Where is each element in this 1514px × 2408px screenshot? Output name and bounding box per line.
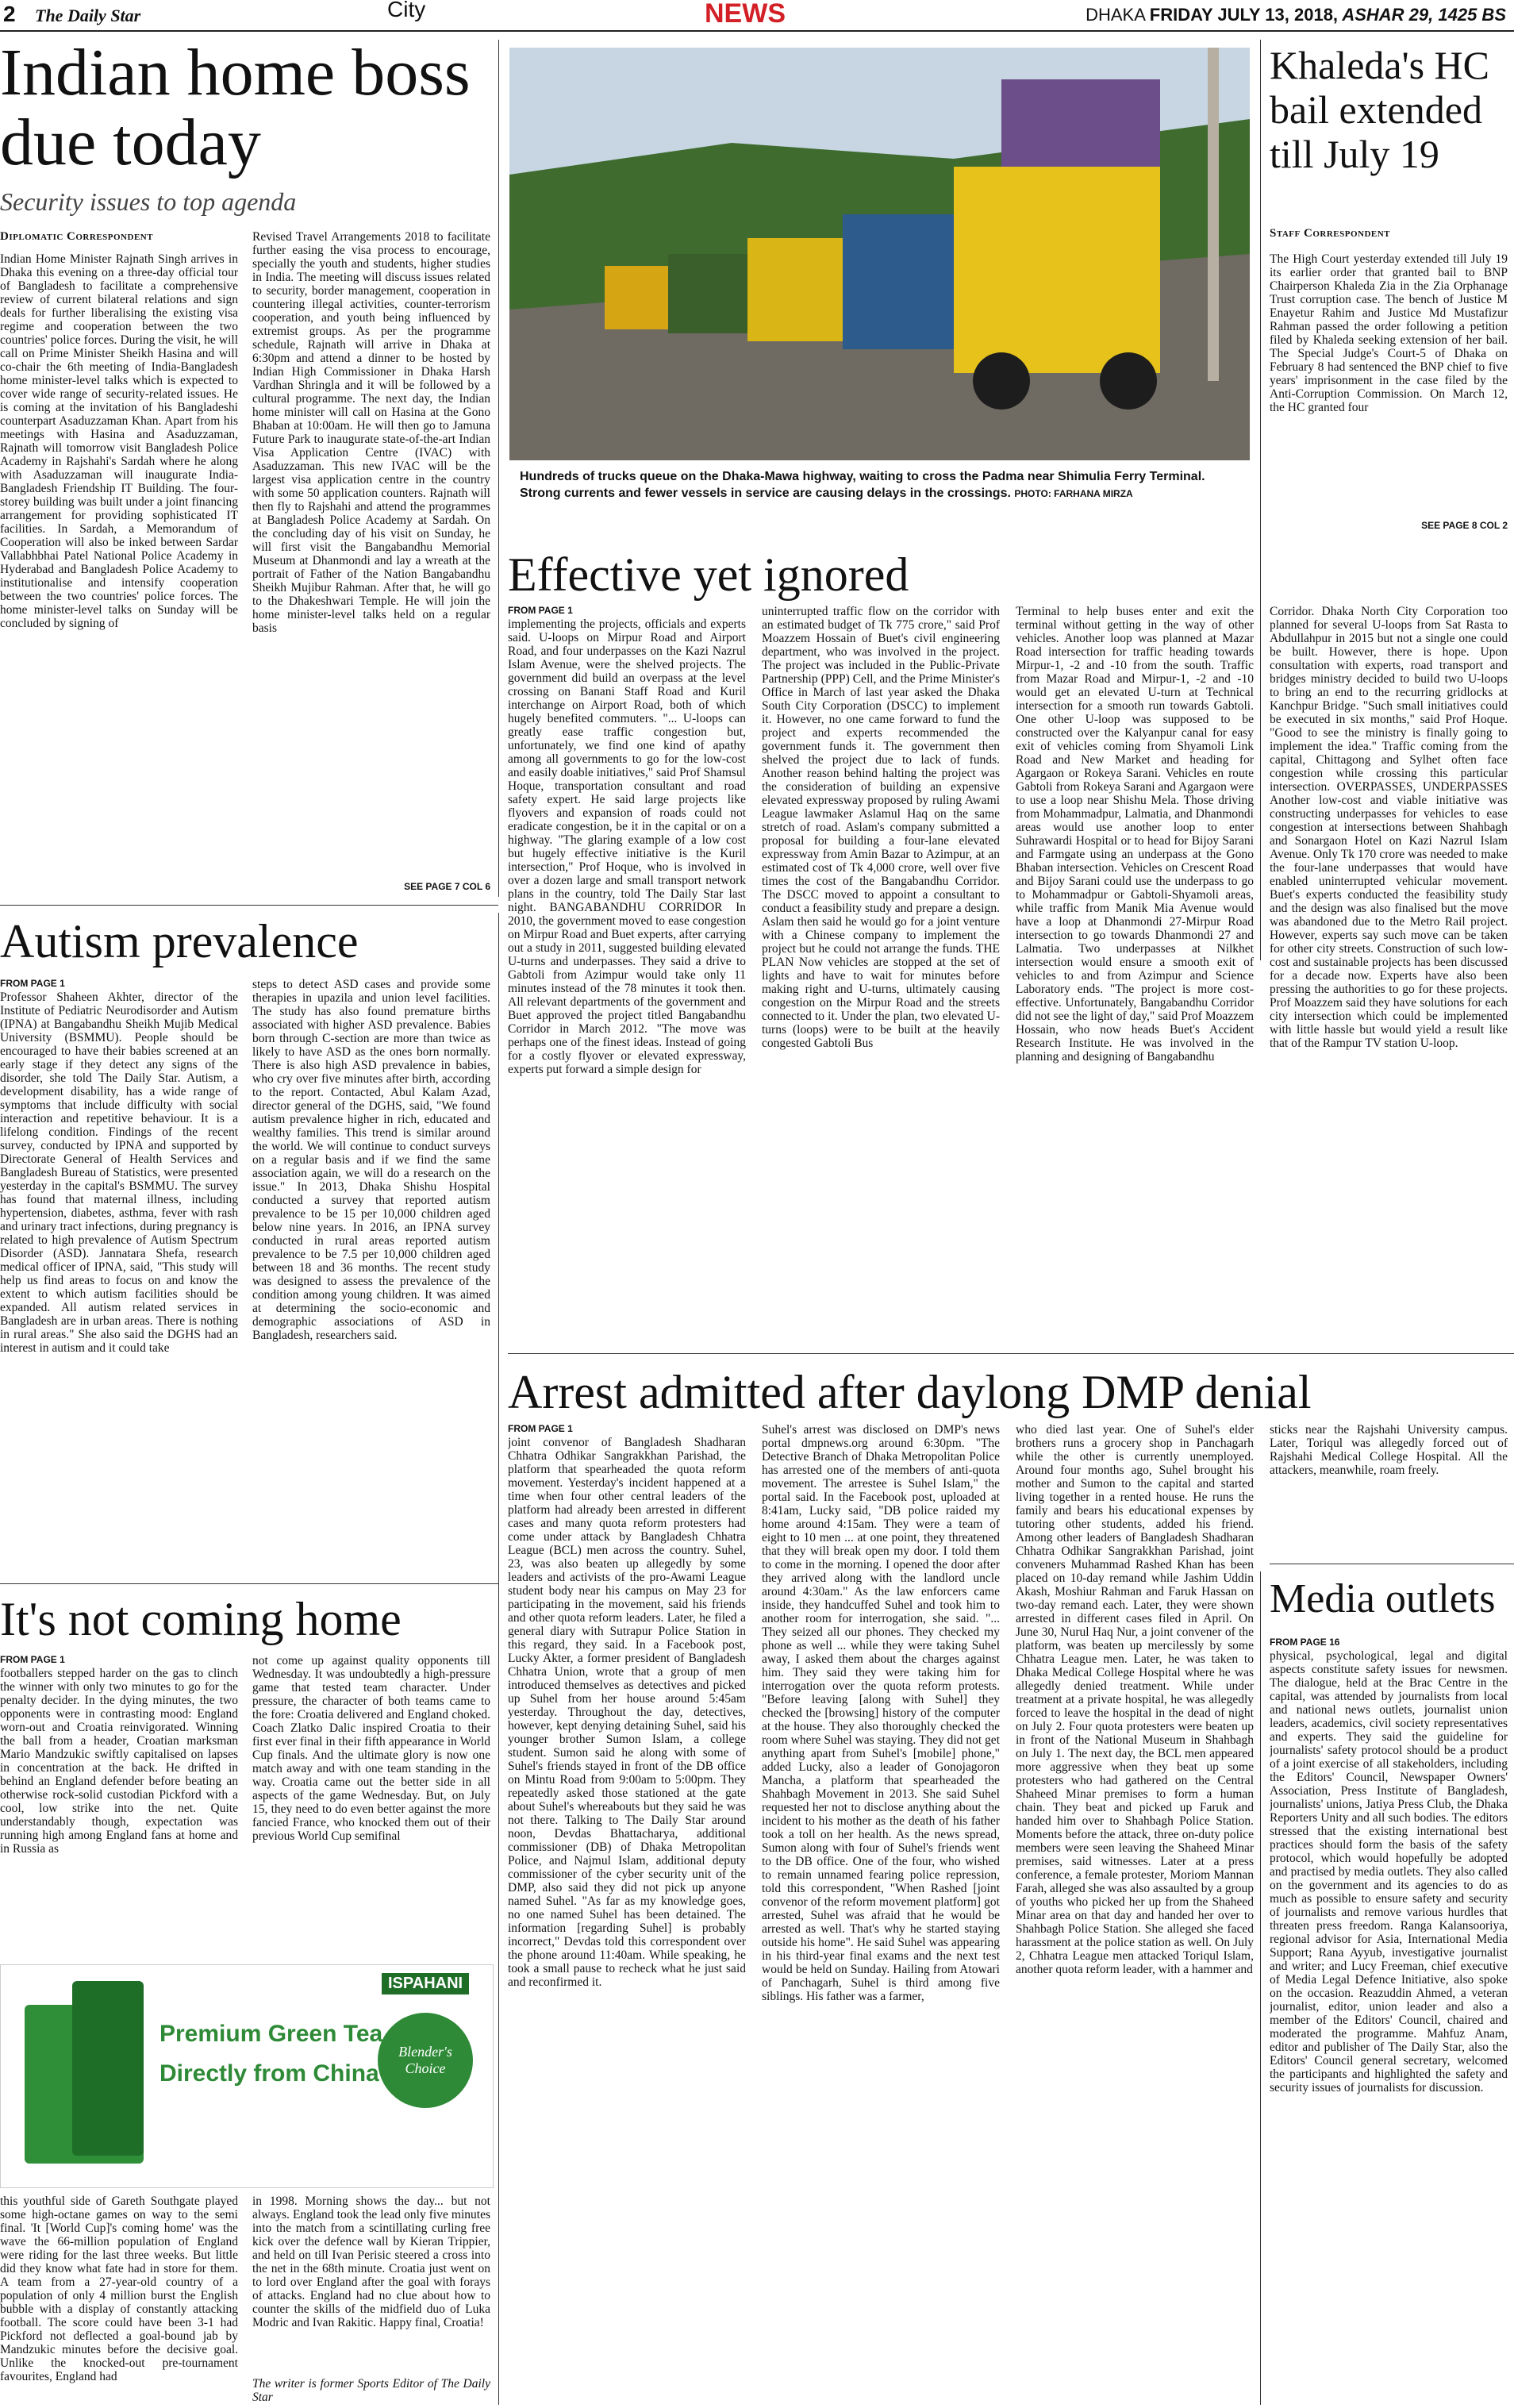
headline-effective-yet-ignored: Effective yet ignored [508,548,909,601]
dateline-prefix: DHAKA [1086,5,1150,25]
ad-badge: Blender's Choice [378,2013,473,2108]
column-rule [1260,1571,1261,2405]
article-column: Indian Home Minister Rajnath Singh arrives in Dhaka this evening on a three-day official tour of Bangladesh to facilitate a comprehensive review of current bilateral relations and sign deals for further liberalising the existing visa regime and cooperation between the two countries' police forces. During the visit, he will call on Prime Minister Sheikh Hasina and will co-chair the 6th meeting of India-Bangladesh home minister-level talks which is expected to cover wide range of security-related issues. He is coming at the invitation of his Bangladeshi counterpart Asaduzzaman Khan. Apart from his meetings with Hasina and Asaduzzaman, Rajnath will tomorrow visit Bangladesh Police Academy in Rajshahi's Sardah where he along with Asaduzzaman will inaugurate India-Bangladesh Friendship IT Building. The four-storey building was built under a joint financing arrangement for providing sophisticated IT facilities. In Sardah, a Memorandum of Cooperation will also be inked between Sardar Vallabhbhai Patel National Police Academy in Hyderabad and Bangladesh Police Academy to institutionalise and intensify cooperation between the two countries' police forces. The home minister-level talks on Sunday will be concluded by signing of [0,252,238,630]
see-page-link[interactable]: SEE PAGE 8 COL 2 [1421,520,1508,531]
ad-brand-logo: ISPAHANI [382,1973,469,1994]
dateline-bangla: ASHAR 29, 1425 BS [1338,5,1506,25]
dateline [1086,5,1506,25]
section-rule [0,905,498,906]
photo-caption [520,468,1246,502]
article-column: footballers stepped harder on the gas to clinch the winner with only two minutes to go for the penalty decider. In the dying minutes, the two opponents were in contrasting mood: England worn-out and Croatia reinvigorated. Winning the ball from a header, Croatian marksman Mario Mandzukic swiftly capitalised on lapses in concentration at the back. He drifted in behind an England defender before beating an otherwise rock-solid custodian Pickford with a cool, low strike into the net. Quite understandably though, expectation was running high among England fans at home and in Russia as [0,1667,238,1856]
article-column: who died last year. One of Suhel's elder brothers runs a grocery shop in Panchagarh while the other is currently unemployed. Around four months ago, Suhel brought his mother and Sumon to the capital and started living together in a rented house. He runs the family and bears his educational expenses by tutoring other students, added his friend. Among other leaders of Bangladesh Shadharan Chhatra Odhikar Sangrakkhan Parishad, joint conveners Muhammad Rashed Khan has been placed on 10-day remand while Jashim Uddin Akash, Moshiur Rahman and Faruk Hassan on two-day remand each. Later, they were shown arrested in different cases filed in April. On June 30, Nurul Haq Nur, a joint convener of the platform, was beaten up mercilessly by some Chhatra League men. Later, he was taken to Dhaka Medical College Hospital where he was allegedly denied treatment. While under treatment at a private hospital, he was allegedly forced to leave the hospital in the dead of night on July 2. Four quota protesters were beaten up in front of the National Museum in Shahbagh on July 1. The next day, the BCL men appeared more aggressive when they beat up some protesters who had gathered on the Central Shaheed Minar premises to form a human chain. They beat and picked up Faruk and handed him over to Shahbagh Police Station. Moments before the attack, three on-duty police members were seen leaving the Shaheed Minar premises, said witnesses. Later at a press conference, a female protester, Moriom Mannan Farah, alleged she was also assaulted by a group of youths who picked her up from the Shaheed Minar area on that day and handed her over to Shahbagh Police Station. She alleged she faced harassment at the police station as well. On July 2, Chhatra League men attacked Toriqul Islam, another quota reform leader, with a hammer and [1016,1423,1254,1976]
dateline-main: FRIDAY JULY 13, 2018, [1149,5,1339,25]
headline-khaleda: Khaleda's HC bail extended till July 19 [1270,43,1490,176]
tea-box-image [72,1981,144,2156]
article-column: sticks near the Rajshahi University campus. Later, Toriqul was allegedly forced out of Rajshahi Medical College Hospital. All the attackers, meanwhile, roam freely. [1270,1423,1508,1477]
section-rule [508,1353,1514,1354]
masthead [0,0,1514,32]
photo-caption-text: Hundreds of trucks queue on the Dhaka-Mawa highway, waiting to cross the Padma near Shimulia Ferry Terminal. Strong currents and fewer vessels in service are causing delays in the crossings. [520,470,1205,500]
advertisement-ispahani[interactable] [0,1964,494,2188]
headline-its-not-coming-home: It's not coming home [0,1593,402,1645]
article-column: implementing the projects, officials and experts said. U-loops on Mirpur Road and Airport Road, and four underpasses on the Kazi Nazrul Islam Avenue, were the shelved projects. The government did build an overpass at the level crossing on Banani Staff Road and Kuril interchange on Airport Road, both of which hugely benefited commuters. "... U-loops can greatly ease traffic congestion but, unfortunately, we find one kind of apathy among all governments to go for the low-cost and easily doable initiatives," said Prof Shamsul Hoque, transportation consultant and road safety expert. He said large projects like flyovers and expansion of roads could not eradicate congestion, be it in the capital or on a highway. "The glaring example of a low cost but hugely effective initiative is the Kuril intersection," Prof Hoque, who is involved in over a dozen large and small transport network plans in the country, told The Daily Star last night. BANGABANDHU CORRIDOR In 2010, the government moved to ease congestion on Mirpur Road and Buet experts, after carrying out a study in 2011, suggested building elevated U-turns and underpasses. They said a drive to Gabtoli from Azimpur would take only 11 minutes instead of the 78 minutes it took then. All relevant departments of the government and Buet approved the project titled Bangabandhu Corridor in March 2012. "The move was perhaps one of the finest ideas. Instead of going for a costly flyover or elevated expressway, experts put forward a simple design for [508,617,746,1076]
photo-credit: PHOTO: FARHANA MIRZA [1014,488,1133,499]
see-page-link[interactable]: SEE PAGE 7 COL 6 [404,881,490,892]
section-city: City [387,0,426,21]
from-page: FROM PAGE 16 [1270,1637,1340,1648]
article-column: Corridor. Dhaka North City Corporation too planned for several U-loops from Sat Rasta to Abdullahpur in 2015 but not a single one could be built. However, there is hope. Upon consultation with experts, road transport and bridges ministry decided to build two U-loops to bring an end to the recurring gridlocks at Kanchpur Bridge. "Such small initiatives could be executed in six months," said Prof Hoque. "Good to see the ministry is finally going to implement the idea." Traffic coming from the capital, Chittagong and Sylhet often face congestion while crossing this particular intersection. OVERPASSES, UNDERPASSES Another low-cost and viable initiative was constructing underpasses for vehicles to ease congestion at intersections between Shahbagh and Sonargaon Hotel on Kazi Nazrul Islam Avenue. Only Tk 170 crore was needed to make the four-lane underpasses that would have enabled uninterrupted vehicular movement. Buet's experts conducted the feasibility study and the design was also finalised but the move was abandoned due to the Metro Rail project. However, experts say such move can be taken for other city streets. Construction of such low-cost and sustainable projects has been discussed for a decade now. Experts have also been pressing the authorities to go for these projects. Prof Moazzem said they have solutions for each city intersection which could be implemented with little hassle but would yield a result like that of the Rampur TV station U-loop. [1270,605,1508,1050]
article-column: Suhel's arrest was disclosed on DMP's news portal dmpnews.org around 6:30pm. "The Detective Branch of Dhaka Metropolitan Police has arrested one of the members of anti-quota movement. The arrestee is Suhel Islam," the portal said. In the Facebook post, uploaded at 8:41am, Lucky said, "DB police raided my home around 4:15am. They were a team of eight to 10 men ... at one point, they threatened that they will break open my door. I told them to come in the morning. I opened the door after they arrived along with the landlord uncle around 4:30am." As the law enforcers came inside, they handcuffed Suhel and took him to another room for interrogation, she said. "... They seized all our phones. They checked my phone as well ... while they were taking Suhel away, I asked them about the charges against him. They said they were taking him for interrogation over the quota reform protests. "Before leaving [along with Suhel] they checked the [browsing] history of the computer at the house. They also thoroughly checked the room where Suhel was staying. They did not get anything apart from Suhel's [mobile] phone," added Lucky, also a leader of Gonojagoron Mancha, a platform that spearheaded the Shahbagh Movement in 2013. She said Suhel requested her not to disclose anything about the incident to his mother as the death of his father took a toll on her health. As the news spread, Sumon along with four of Suhel's friends went to the DB office. One of the four, who wished to remain unnamed fearing police repression, told this correspondent, "When Rashed [joint convenor of the reform movement platform] got arrested, Suhel was afraid that he would be arrested as well. That's why he started staying outside his home". He said Suhel was appearing in his third-year final exams and the next test would be held on Sunday. Hailing from Atowari of Panchagarh, Suhel is third among five siblings. His father was a farmer, [762,1423,1000,2003]
page-number: 2 [3,2,16,26]
section-news: NEWS [705,0,786,29]
article-column: Revised Travel Arrangements 2018 to facilitate further easing the visa process to encourage, specially the youth and students, higher studies in India. The meeting will discuss issues related to security, border management, cooperation in countering illegal activities, counter-terrorism cooperation, and youth being influenced by extremist groups. As per the programme schedule, Rajnath will arrive in Dhaka at 6:30pm and attend a dinner to be hosted by Indian High Commissioner in Dhaka Harsh Vardhan Shringla and it will be followed by a cultural programme. The next day, the Indian home minister will call on Hasina at the Gono Bhaban at 10:00am. He will then go to Jamuna Future Park to inaugurate state-of-the-art Indian Visa Application Centre (IVAC) with Asaduzzaman. This new IVAC will be the largest visa application centre in the country with some 50 application counters. Rajnath will then fly to Rajshahi and attend the programmes at Bangladesh Police Academy at Sardah. On the concluding day of his visit on Sunday, he will first visit the Bangabandhu Memorial Museum at Dhanmondi and lay a wreath at the portrait of Father of the Nation Bangabandhu Sheikh Mujibur Rahman. After that, he will go to the Dhakeshwari Temple. He will join the home minister-level talks held on a regular basis [252,230,490,635]
from-page: FROM PAGE 1 [0,1654,65,1665]
trucks-photo [509,48,1250,460]
article-column: joint convenor of Bangladesh Shadharan Chhatra Odhikar Sangrakkhan Parishad, the platform that spearheaded the quota reform movement. Yesterday's incident happened at a time when four other central leaders of the platform had already been arrested in different cases and many quota reform protesters had come under attack by Bangladesh Chhatra League (BCL) men across the country. Suhel, 23, was also beaten up allegedly by some leaders and activists of the pro-Awami League student body near his campus on May 23 for participating in the movement, said his friends and other quota reform leaders. Later, he filed a general diary with Sutrapur Police Station in this regard, they said. In a Facebook post, Lucky Akter, a former president of Bangladesh Chhatra Union, wrote that a group of men introduced themselves as detectives and picked up Suhel from her house around 5:45am yesterday. Throughout the day, detectives, however, kept denying detaining Suhel, said his younger brother Sumon Islam, a college student. Sumon said he along with some of Suhel's friends stayed in front of the DB office on Mintu Road from 9:00am to 5:00pm. They repeatedly asked those stationed at the gate about Suhel's whereabouts but they said he was not there. Talking to The Daily Star around noon, Devdas Bhattacharya, additional commissioner (DB) of Dhaka Metropolitan Police, and Najmul Islam, additional deputy commissioner of the cyber security unit of the DMP, also said they did not pick up anyone named Suhel. "As far as my knowledge goes, no one named Suhel has been detained. The information [regarding Suhel] is probably incorrect," Devdas told this correspondent over the phone around 11:40am. While speaking, he took a small pause to recheck what he just said and reconfirmed it. [508,1436,746,1989]
paper-name: The Daily Star [35,6,141,25]
article-column: physical, psychological, legal and digital aspects constitute safety issues for newsmen. The dialogue, held at the Brac Centre in the capital, was attended by journalists from local and national news outlets, journalist union leaders, academics, civil society representatives and experts. They said the guideline for journalists' safety protocol should be a product of a joint exercise of all stakeholders, including the Editors' Council, Newspaper Owners' Association, Press Institute of Bangladesh, journalists' unions, Jatiya Press Club, the Dhaka Reporters Unity and all such bodies. The editors stressed that the existing international best practices should form the basis of the safety protocol, which would hopefully be adopted and practised by media outlets. They also called on the government and its agencies to do as much as possible to ensure safety and security of journalists and remove various hurdles that threaten press freedom. Ranga Kalansooriya, regional advisor for Asia, International Media Support; Rana Ayyub, investigative journalist and writer; and Lucy Freeman, chief executive of Media Legal Defence Initiative, also spoke on the occasion. Reazuddin Ahmed, a veteran journalist, editor, union leader and also a member of the Editors' Council, chaired and moderated the programme. Mahfuz Anam, editor and publisher of The Daily Star, also the Editors' Council general secretary, welcomed the participants and highlighted the safety and security issues of journalists for discussion. [1270,1649,1508,2094]
byline: Diplomatic Correspondent [0,230,154,243]
headline-media-outlets: Media outlets [1270,1576,1496,1621]
column-rule [1260,40,1261,960]
ad-subline: Directly from China [159,2060,379,2087]
article-column: Professor Shaheen Akhter, director of the Institute of Pediatric Neurodisorder and Autism (IPNA) at Bangabandhu Sheikh Mujib Medical University (BSMMU). People should be encouraged to have their babies screened at an early stage if they detect any signs of the disorder, she told The Daily Star. Autism, a development disability, has a wide range of symptoms that include difficulty with social interaction and repetitive behaviour. It is a lifelong condition. Findings of the recent survey, conducted by IPNA and supported by Directorate General of Health Services and Bangladesh Bureau of Statistics, were presented yesterday in the capital's BSMMU. The survey has found that maternal illness, including hypertension, diabetes, asthma, fever with rash and urinary tract infections, during pregnancy is related to high prevalence of Autism Spectrum Disorder (ASD). Jannatara Shefa, research medical officer of IPNA, said, "This study will help us find areas to focus on and know the extent to which autism facilities should be expanded. All autism related services in Bangladesh are in urban areas. There is nothing in rural areas." She also said the DGHS had an interest in autism and it could take [0,991,238,1355]
headline-arrest-admitted: Arrest admitted after daylong DMP denial [508,1366,1312,1418]
byline: Staff Correspondent [1270,227,1391,240]
subhead-security: Security issues to top agenda [0,187,297,216]
from-page: FROM PAGE 1 [508,605,573,616]
trucks-photo-image [509,48,1250,460]
writer-signoff: The writer is former Sports Editor of The Daily Star [252,2377,490,2404]
article-column: Terminal to help buses enter and exit the terminal without getting in the way of other vehicles. Another loop was planned at Mazar Road intersection for traffic heading towards Mirpur-1, -2 and -10 from the south. Traffic from Mazar Road and Mirpur-1, -2 and -10 would get an elevated U-turn at Technical intersection for a smooth run towards Gabtoli. One other U-loop was supposed to be constructed over the Kalyanpur canal for easy exit of vehicles coming from Shyamoli Link Road and New Market and heading for Agargaon or Rokeya Sarani. Vehicles en route Gabtoli from Rokeya Sarani and Agargaon were to use a loop near Shishu Mela. Those driving from Mohammadpur, Lalmatia, and Dhanmondi areas would use another loop to enter Suhrawardi Hospital or to head for Bijoy Sarani and Farmgate using an underpass at the Gono Bhaban intersection. Vehicles on Crescent Road and Bijoy Sarani could use the underpass to go to Mohammadpur or Gabtoli-Shyamoli areas, while traffic from Manik Mia Avenue would have a loop at Dhanmondi 27-Mirpur Road intersection to go towards Dhanmondi 27 and Lalmatia. Two underpasses at Nilkhet intersection would ensure a smooth exit of vehicles to and from Azimpur and Science Laboratory ends. "The project is more cost-effective. Unfortunately, Bangabandhu Corridor did not see the light of day," said Prof Moazzem Hossain, who now heads Buet's Accident Research Institute. He was involved in the planning and designing of Bangabandhu [1016,605,1254,1064]
headline-autism-prevalence: Autism prevalence [0,915,359,967]
article-column: uninterrupted traffic flow on the corridor with an estimated budget of Tk 775 crore," said Prof Moazzem Hossain of Buet's civil engineering department, who was involved in the project. The project was included in the Public-Private Partnership (PPP) Cell, and the Prime Minister's Office in March of last year asked the Dhaka South City Corporation (DSCC) to implement it. However, no one came forward to fund the project and experts recommended the government funds it. The government then shelved the project due to lack of funds. Another reason behind halting the project was the consideration of building an expensive elevated expressway proposed by ruling Awami League lawmaker Aslamul Haq on the same stretch of road. Aslam's company submitted a proposal for building a four-lane elevated expressway from Amin Bazar to Azimpur, at an estimated cost of Tk 4,000 crore, well over five times the cost of the Bangabandhu Corridor. The DSCC moved to appoint a consultant to conduct a feasibility study and prepare a design. Aslam then said he would go for a joint venture with a Chinese company to implement the project but he could not arrange the funds. THE PLAN Now vehicles are stopped at the set of lights and have to wait for minutes before making right and U-turns, ultimately causing congestion on the Mirpur Road and the streets connected to it. Under the plan, two elevated U-turns (loops) were to be built at the heavily congested Gabtoli Bus [762,605,1000,1050]
from-page: FROM PAGE 1 [508,1423,573,1434]
article-column: in 1998. Morning shows the day... but not always. England took the lead only five minutes into the match from a scintillating curling free kick over the defence wall by Kieran Trippier, and held on till Ivan Perisic steered a cross into the net in the 68th minute. Croatia just went on to lord over England after the goal with forays of attacks. England had no clue about how to counter the skills of the midfield duo of Luka Modric and Ivan Rakitic. Happy final, Croatia! [252,2195,490,2329]
section-rule [0,1583,498,1584]
article-column: The High Court yesterday extended till July 19 its earlier order that granted bail to BNP Chairperson Khaleda Zia in the Zia Orphanage Trust corruption case. The bench of Justice M Enayetur Rahim and Justice Md Mustafizur Rahman passed the order following a petition filed by Khaleda seeking extension of her bail. The Special Judge's Court-5 of Dhaka on February 8 had sentenced the BNP chief to five years' imprisonment in the case filed by the Anti-Corruption Commission. On March 12, the HC granted four [1270,252,1508,414]
ad-headline: Premium Green Tea [159,2021,383,2047]
article-column: this youthful side of Gareth Southgate played some high-octane games on way to the semi final. 'It [World Cup]'s coming home' was the wave the 66-million population of England were riding for the last three weeks. But little did they know what fate had in store for them. A team from a 27-year-old country of a population of only 4 million burst the English bubble with a display of constantly attacking football. The score could have been 3-1 had Pickford not deflected a goal-bound jab by Mandzukic minutes before the decisive goal. Unlike the knocked-out pre-tournament favourites, England had [0,2195,238,2383]
article-column: steps to detect ASD cases and provide some therapies in upazila and union level facilities. The study has also found premature births associated with higher ASD prevalence. Babies born through C-section are more than twice as likely to have ASD as the ones born normally. There is also high ASD prevalence in babies, who cry over five minutes after birth, according to the report. Contacted, Abul Kalam Azad, director general of the DGHS, said, "We found autism prevalence higher in rich, educated and wealthy families. This trend is similar around the world. We will continue to conduct surveys on a regular basis and if we find the same association again, we will do a research on the issue." In 2013, Dhaka Shishu Hospital conducted a survey that reported autism prevalence to be 15 per 10,000 children aged below nine years. In 2016, an IPNA survey conducted in rural areas reported autism prevalence to be 7.5 per 10,000 children aged between 18 and 36 months. The recent study was designed to assess the prevalence of the condition among young children. It was aimed at determining the socio-economic and demographic associations of ASD in Bangladesh, researchers said. [252,978,490,1342]
headline-indian-home-boss: Indian home boss due today [0,36,471,179]
from-page: FROM PAGE 1 [0,978,65,989]
column-rule [498,40,499,897]
article-column: not come up against quality opponents till Wednesday. It was undoubtedly a high-pressure game that tested team character. Under pressure, the character of both teams came to the fore: Croatia delivered and England choked. Coach Zlatko Dalic inspired Croatia to their first ever final in their fifth appearance in World Cup finals. And the ultimate glory is now one match away and with one team standing in the way. Croatia came out the better side in all aspects of the game Wednesday. But, on July 15, they need to do even better against the more fancied France, who knocked them out of their previous World Cup semifinal [252,1654,490,1843]
column-rule [498,913,499,2405]
